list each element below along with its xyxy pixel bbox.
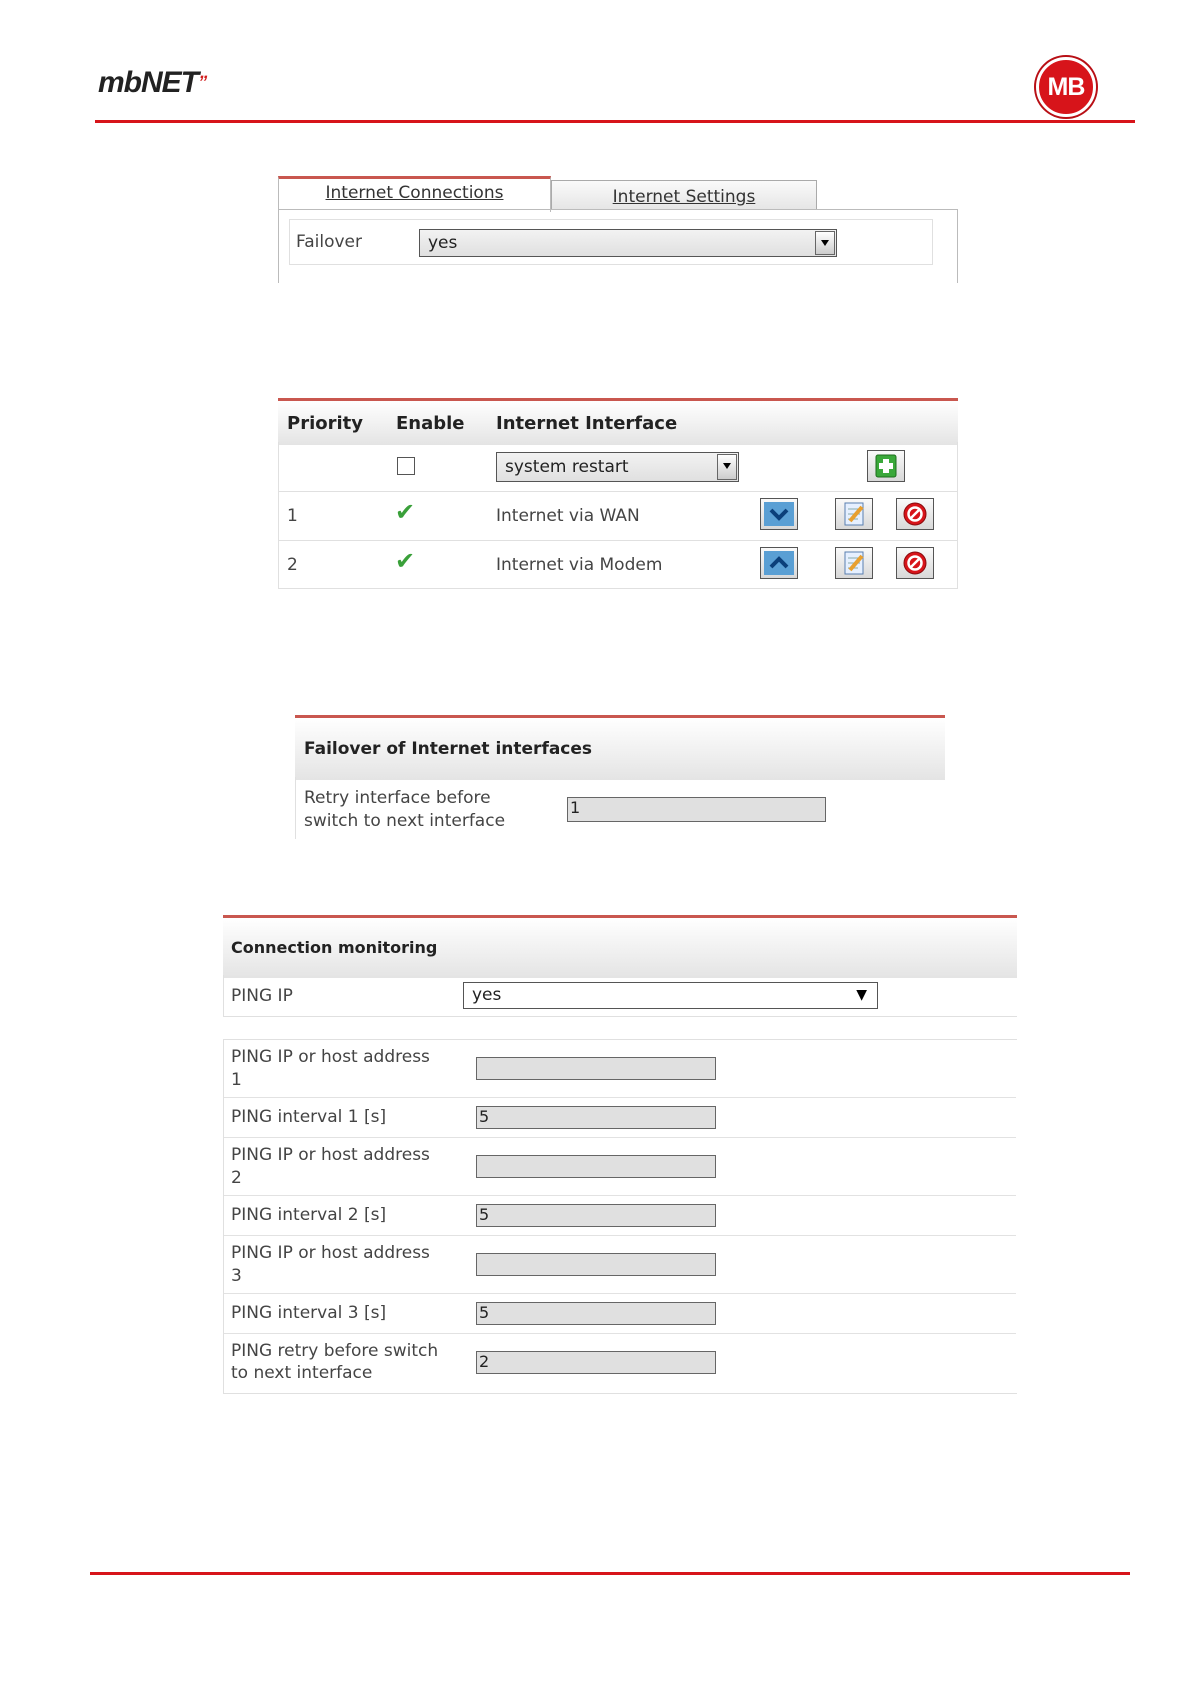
ping-interval-3-input[interactable]: 5 — [476, 1302, 716, 1325]
failover-select[interactable] — [419, 229, 837, 257]
edit-icon — [836, 548, 872, 578]
ping-host-1-label — [231, 1046, 430, 1092]
failover-panel-title: Failover of Internet interfaces — [304, 739, 593, 759]
row1-priority: 1 — [287, 506, 298, 526]
delete-icon — [897, 499, 933, 529]
ping-host-3-label — [231, 1242, 430, 1288]
ping-interval-2-label: PING interval 2 [s] — [231, 1205, 387, 1225]
header-rule — [95, 120, 1135, 123]
row2-priority: 2 — [287, 555, 298, 575]
ping-host-2-label — [231, 1144, 430, 1190]
delete-button[interactable] — [896, 547, 934, 579]
failover-select-value: yes — [428, 233, 458, 253]
edit-button[interactable] — [835, 498, 873, 530]
ping-interval-3-label: PING interval 3 [s] — [231, 1303, 387, 1323]
row-divider — [224, 1195, 1016, 1196]
panel-border — [295, 777, 296, 839]
tab-internet-settings[interactable]: Internet Settings — [551, 180, 817, 210]
enabled-check-icon: ✔ — [395, 547, 416, 575]
interface-select[interactable] — [496, 452, 739, 482]
move-down-button[interactable] — [760, 498, 798, 530]
retry-label — [304, 787, 505, 833]
label-line: PING IP or host address — [231, 1047, 430, 1067]
interface-header: Internet Interface — [496, 413, 678, 434]
priority-header: Priority — [287, 413, 363, 434]
failover-label: Failover — [296, 232, 362, 252]
row1-interface-name: Internet via WAN — [496, 506, 640, 526]
chevron-up-icon — [761, 548, 797, 578]
plus-icon — [868, 451, 904, 481]
enable-checkbox[interactable] — [397, 457, 415, 475]
edit-button[interactable] — [835, 547, 873, 579]
chevron-down-icon — [815, 231, 835, 255]
ping-interval-1-input[interactable]: 5 — [476, 1106, 716, 1129]
row-divider — [224, 1293, 1016, 1294]
ping-host-1-input[interactable] — [476, 1057, 716, 1080]
mbnet-logo: mbNET „ — [98, 62, 208, 99]
row-divider — [224, 1333, 1016, 1334]
retry-label-line1: Retry interface before — [304, 788, 491, 808]
row-divider — [224, 1235, 1016, 1236]
row-divider — [279, 491, 957, 492]
ping-ip-select[interactable] — [463, 982, 878, 1009]
enabled-check-icon: ✔ — [395, 498, 416, 526]
ping-host-2-input[interactable] — [476, 1155, 716, 1178]
label-line: 3 — [231, 1266, 242, 1286]
ping-host-3-input[interactable] — [476, 1253, 716, 1276]
mb-badge: MB — [1036, 57, 1096, 117]
ping-interval-2-input[interactable]: 5 — [476, 1204, 716, 1227]
label-line: PING IP or host address — [231, 1243, 430, 1263]
triangle-down-icon: ▼ — [856, 987, 867, 1003]
delete-button[interactable] — [896, 498, 934, 530]
add-interface-button[interactable] — [867, 450, 905, 482]
retry-label-line2: switch to next interface — [304, 811, 506, 831]
label-line: 2 — [231, 1168, 242, 1188]
tab-internet-connections[interactable]: Internet Connections — [278, 176, 551, 212]
row-divider — [279, 540, 957, 541]
edit-icon — [836, 499, 872, 529]
ping-retry-input[interactable]: 2 — [476, 1351, 716, 1374]
chevron-down-icon — [761, 499, 797, 529]
label-line: 1 — [231, 1070, 242, 1090]
footer-rule — [90, 1572, 1130, 1575]
chevron-down-icon — [717, 454, 737, 480]
row-divider — [224, 1097, 1016, 1098]
label-line: PING IP or host address — [231, 1145, 430, 1165]
label-line: to next interface — [231, 1363, 373, 1383]
interface-select-value: system restart — [505, 457, 629, 477]
delete-icon — [897, 548, 933, 578]
row2-interface-name: Internet via Modem — [496, 555, 663, 575]
ping-ip-label: PING IP — [231, 986, 293, 1006]
ping-retry-label — [231, 1340, 438, 1384]
ping-ip-select-value: yes — [472, 985, 502, 1005]
move-up-button[interactable] — [760, 547, 798, 579]
label-line: PING retry before switch — [231, 1341, 439, 1361]
monitoring-title: Connection monitoring — [231, 938, 438, 957]
enable-header: Enable — [396, 413, 465, 434]
ping-interval-1-label: PING interval 1 [s] — [231, 1107, 387, 1127]
retry-input[interactable]: 1 — [567, 797, 826, 822]
row-divider — [224, 1137, 1016, 1138]
